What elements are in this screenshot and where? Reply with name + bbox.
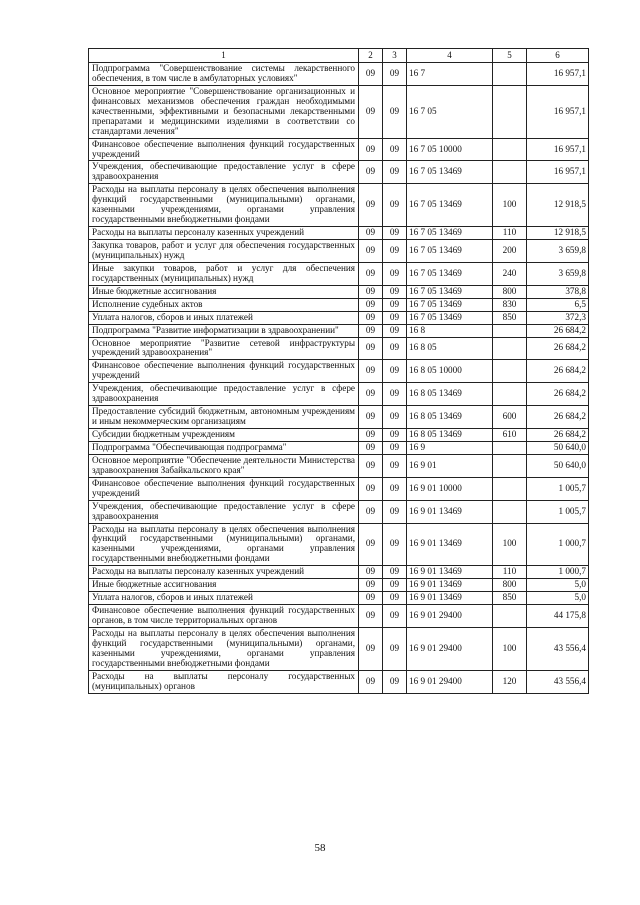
row-amount-cell: 44 175,8 bbox=[527, 605, 589, 628]
row-target-article-cell: 16 8 05 10000 bbox=[407, 360, 493, 383]
row-amount-cell: 16 957,1 bbox=[527, 63, 589, 86]
row-name-cell: Иные бюджетные ассигнования bbox=[89, 285, 359, 298]
table-row bbox=[89, 477, 589, 500]
table-row bbox=[89, 360, 589, 383]
row-amount-cell: 3 659,8 bbox=[527, 262, 589, 285]
row-section-cell: 09 bbox=[359, 161, 383, 184]
header-cell-6: 6 bbox=[527, 49, 589, 63]
row-section-cell: 09 bbox=[359, 566, 383, 579]
row-expense-type-cell: 100 bbox=[493, 523, 527, 566]
row-target-article-cell: 16 7 05 13469 bbox=[407, 285, 493, 298]
row-expense-type-cell bbox=[493, 324, 527, 337]
row-target-article-cell: 16 7 05 13469 bbox=[407, 227, 493, 240]
row-target-article-cell: 16 7 05 10000 bbox=[407, 138, 493, 161]
row-expense-type-cell: 850 bbox=[493, 592, 527, 605]
row-subsection-cell: 09 bbox=[383, 298, 407, 311]
row-section-cell: 09 bbox=[359, 605, 383, 628]
row-name-cell: Учреждения, обеспечивающие предоставление услуг в сфере здравоохранения bbox=[89, 500, 359, 523]
row-amount-cell: 1 000,7 bbox=[527, 523, 589, 566]
row-amount-cell: 378,8 bbox=[527, 285, 589, 298]
row-name-cell: Подпрограмма "Совершенствование системы лекарственного обеспечения, в том числе в амбулаторных условиях" bbox=[89, 63, 359, 86]
row-name-cell: Финансовое обеспечение выполнения функций государственных учреждений bbox=[89, 360, 359, 383]
row-amount-cell: 1 005,7 bbox=[527, 500, 589, 523]
row-name-cell: Иные закупки товаров, работ и услуг для обеспечения государственных (муниципальных) нужд bbox=[89, 262, 359, 285]
row-subsection-cell: 09 bbox=[383, 360, 407, 383]
row-section-cell: 09 bbox=[359, 477, 383, 500]
row-target-article-cell: 16 7 bbox=[407, 63, 493, 86]
row-subsection-cell: 09 bbox=[383, 63, 407, 86]
table-row bbox=[89, 523, 589, 566]
header-row bbox=[89, 49, 589, 63]
row-section-cell: 09 bbox=[359, 311, 383, 324]
row-subsection-cell: 09 bbox=[383, 337, 407, 360]
row-target-article-cell: 16 7 05 13469 bbox=[407, 298, 493, 311]
table-row bbox=[89, 161, 589, 184]
row-section-cell: 09 bbox=[359, 285, 383, 298]
table-row bbox=[89, 383, 589, 406]
row-expense-type-cell: 200 bbox=[493, 240, 527, 263]
table-row bbox=[89, 566, 589, 579]
row-subsection-cell: 09 bbox=[383, 441, 407, 454]
row-target-article-cell: 16 8 05 bbox=[407, 337, 493, 360]
row-name-cell: Расходы на выплаты персоналу в целях обеспечения выполнения функций государственными (муниципальными) органами, казенными учреждениями, органами управления государственными внебюджетными фондами bbox=[89, 627, 359, 670]
row-target-article-cell: 16 9 01 13469 bbox=[407, 500, 493, 523]
table-row bbox=[89, 579, 589, 592]
row-name-cell: Основное мероприятие "Совершенствование организационных и финансовых механизмов обеспечения граждан необходимыми качественными, эффективными и безопасными лекарственными препаратами и медицинскими изделиями в соответствии со стандартами лечения" bbox=[89, 85, 359, 138]
row-expense-type-cell: 100 bbox=[493, 184, 527, 227]
row-subsection-cell: 09 bbox=[383, 262, 407, 285]
row-name-cell: Уплата налогов, сборов и иных платежей bbox=[89, 311, 359, 324]
row-amount-cell: 43 556,4 bbox=[527, 670, 589, 693]
row-target-article-cell: 16 7 05 bbox=[407, 85, 493, 138]
row-target-article-cell: 16 7 05 13469 bbox=[407, 184, 493, 227]
row-amount-cell: 16 957,1 bbox=[527, 138, 589, 161]
row-amount-cell: 5,0 bbox=[527, 592, 589, 605]
row-amount-cell: 16 957,1 bbox=[527, 85, 589, 138]
row-subsection-cell: 09 bbox=[383, 429, 407, 442]
row-target-article-cell: 16 9 01 29400 bbox=[407, 605, 493, 628]
row-expense-type-cell bbox=[493, 605, 527, 628]
row-section-cell: 09 bbox=[359, 429, 383, 442]
row-section-cell: 09 bbox=[359, 383, 383, 406]
row-amount-cell: 26 684,2 bbox=[527, 406, 589, 429]
row-expense-type-cell bbox=[493, 85, 527, 138]
row-expense-type-cell: 800 bbox=[493, 579, 527, 592]
row-amount-cell: 372,3 bbox=[527, 311, 589, 324]
row-name-cell: Предоставление субсидий бюджетным, автономным учреждениям и иным некоммерческим организациям bbox=[89, 406, 359, 429]
row-target-article-cell: 16 8 05 13469 bbox=[407, 429, 493, 442]
row-subsection-cell: 09 bbox=[383, 605, 407, 628]
row-target-article-cell: 16 7 05 13469 bbox=[407, 240, 493, 263]
row-subsection-cell: 09 bbox=[383, 184, 407, 227]
row-target-article-cell: 16 9 bbox=[407, 441, 493, 454]
row-section-cell: 09 bbox=[359, 324, 383, 337]
row-section-cell: 09 bbox=[359, 454, 383, 477]
header-cell-1: 1 bbox=[89, 49, 359, 63]
row-name-cell: Субсидии бюджетным учреждениям bbox=[89, 429, 359, 442]
row-expense-type-cell: 800 bbox=[493, 285, 527, 298]
row-target-article-cell: 16 7 05 13469 bbox=[407, 161, 493, 184]
table-row bbox=[89, 592, 589, 605]
row-expense-type-cell bbox=[493, 161, 527, 184]
row-expense-type-cell: 110 bbox=[493, 227, 527, 240]
row-expense-type-cell bbox=[493, 500, 527, 523]
row-subsection-cell: 09 bbox=[383, 406, 407, 429]
row-expense-type-cell bbox=[493, 138, 527, 161]
table-row bbox=[89, 285, 589, 298]
row-expense-type-cell bbox=[493, 383, 527, 406]
table-row bbox=[89, 227, 589, 240]
row-amount-cell: 6,5 bbox=[527, 298, 589, 311]
row-name-cell: Учреждения, обеспечивающие предоставление услуг в сфере здравоохранения bbox=[89, 161, 359, 184]
table-row bbox=[89, 337, 589, 360]
row-amount-cell: 1 005,7 bbox=[527, 477, 589, 500]
row-section-cell: 09 bbox=[359, 627, 383, 670]
row-subsection-cell: 09 bbox=[383, 627, 407, 670]
row-expense-type-cell bbox=[493, 441, 527, 454]
row-amount-cell: 26 684,2 bbox=[527, 429, 589, 442]
row-expense-type-cell: 120 bbox=[493, 670, 527, 693]
row-section-cell: 09 bbox=[359, 579, 383, 592]
row-amount-cell: 12 918,5 bbox=[527, 184, 589, 227]
table-row bbox=[89, 406, 589, 429]
row-target-article-cell: 16 9 01 29400 bbox=[407, 670, 493, 693]
row-name-cell: Основное мероприятие "Обеспечение деятельности Министерства здравоохранения Забайкальского края" bbox=[89, 454, 359, 477]
row-amount-cell: 26 684,2 bbox=[527, 383, 589, 406]
row-section-cell: 09 bbox=[359, 298, 383, 311]
row-expense-type-cell: 240 bbox=[493, 262, 527, 285]
row-amount-cell: 26 684,2 bbox=[527, 324, 589, 337]
row-subsection-cell: 09 bbox=[383, 138, 407, 161]
table-row bbox=[89, 298, 589, 311]
row-expense-type-cell: 830 bbox=[493, 298, 527, 311]
row-section-cell: 09 bbox=[359, 500, 383, 523]
table-row bbox=[89, 138, 589, 161]
row-section-cell: 09 bbox=[359, 227, 383, 240]
budget-table bbox=[88, 48, 589, 694]
row-name-cell: Расходы на выплаты персоналу государственных (муниципальных) органов bbox=[89, 670, 359, 693]
row-amount-cell: 50 640,0 bbox=[527, 454, 589, 477]
row-section-cell: 09 bbox=[359, 262, 383, 285]
table-row bbox=[89, 627, 589, 670]
table-row bbox=[89, 454, 589, 477]
row-subsection-cell: 09 bbox=[383, 477, 407, 500]
row-expense-type-cell: 610 bbox=[493, 429, 527, 442]
table-row bbox=[89, 500, 589, 523]
row-section-cell: 09 bbox=[359, 360, 383, 383]
row-expense-type-cell: 110 bbox=[493, 566, 527, 579]
row-target-article-cell: 16 8 05 13469 bbox=[407, 383, 493, 406]
row-subsection-cell: 09 bbox=[383, 311, 407, 324]
table-row bbox=[89, 324, 589, 337]
row-name-cell: Расходы на выплаты персоналу казенных учреждений bbox=[89, 227, 359, 240]
row-section-cell: 09 bbox=[359, 184, 383, 227]
row-amount-cell: 12 918,5 bbox=[527, 227, 589, 240]
row-subsection-cell: 09 bbox=[383, 85, 407, 138]
row-subsection-cell: 09 bbox=[383, 579, 407, 592]
row-expense-type-cell: 100 bbox=[493, 627, 527, 670]
row-target-article-cell: 16 9 01 13469 bbox=[407, 592, 493, 605]
row-amount-cell: 43 556,4 bbox=[527, 627, 589, 670]
row-section-cell: 09 bbox=[359, 85, 383, 138]
row-target-article-cell: 16 9 01 13469 bbox=[407, 579, 493, 592]
row-name-cell: Закупка товаров, работ и услуг для обеспечения государственных (муниципальных) нужд bbox=[89, 240, 359, 263]
row-name-cell: Учреждения, обеспечивающие предоставление услуг в сфере здравоохранения bbox=[89, 383, 359, 406]
table-row bbox=[89, 441, 589, 454]
row-section-cell: 09 bbox=[359, 337, 383, 360]
row-target-article-cell: 16 7 05 13469 bbox=[407, 262, 493, 285]
row-name-cell: Расходы на выплаты персоналу казенных учреждений bbox=[89, 566, 359, 579]
row-section-cell: 09 bbox=[359, 240, 383, 263]
row-subsection-cell: 09 bbox=[383, 592, 407, 605]
row-subsection-cell: 09 bbox=[383, 324, 407, 337]
row-target-article-cell: 16 9 01 bbox=[407, 454, 493, 477]
table-row bbox=[89, 670, 589, 693]
row-section-cell: 09 bbox=[359, 63, 383, 86]
row-expense-type-cell bbox=[493, 454, 527, 477]
row-name-cell: Иные бюджетные ассигнования bbox=[89, 579, 359, 592]
row-amount-cell: 1 000,7 bbox=[527, 566, 589, 579]
row-amount-cell: 16 957,1 bbox=[527, 161, 589, 184]
table-row bbox=[89, 240, 589, 263]
row-amount-cell: 26 684,2 bbox=[527, 360, 589, 383]
page-number: 58 bbox=[314, 842, 326, 854]
row-subsection-cell: 09 bbox=[383, 454, 407, 477]
row-amount-cell: 3 659,8 bbox=[527, 240, 589, 263]
row-subsection-cell: 09 bbox=[383, 670, 407, 693]
row-expense-type-cell bbox=[493, 477, 527, 500]
table-row bbox=[89, 605, 589, 628]
row-amount-cell: 50 640,0 bbox=[527, 441, 589, 454]
row-name-cell: Финансовое обеспечение выполнения функций государственных учреждений bbox=[89, 477, 359, 500]
row-name-cell: Расходы на выплаты персоналу в целях обеспечения выполнения функций государственными (муниципальными) органами, казенными учреждениями, органами управления государственными внебюджетными фондами bbox=[89, 523, 359, 566]
row-section-cell: 09 bbox=[359, 138, 383, 161]
row-expense-type-cell bbox=[493, 360, 527, 383]
row-target-article-cell: 16 8 05 13469 bbox=[407, 406, 493, 429]
row-target-article-cell: 16 9 01 29400 bbox=[407, 627, 493, 670]
table-row bbox=[89, 429, 589, 442]
row-name-cell: Подпрограмма "Развитие информатизации в здравоохранении" bbox=[89, 324, 359, 337]
header-cell-2: 2 bbox=[359, 49, 383, 63]
row-name-cell: Исполнение судебных актов bbox=[89, 298, 359, 311]
row-target-article-cell: 16 9 01 10000 bbox=[407, 477, 493, 500]
row-expense-type-cell: 850 bbox=[493, 311, 527, 324]
table-row bbox=[89, 311, 589, 324]
row-subsection-cell: 09 bbox=[383, 285, 407, 298]
row-subsection-cell: 09 bbox=[383, 240, 407, 263]
row-expense-type-cell bbox=[493, 63, 527, 86]
row-target-article-cell: 16 8 bbox=[407, 324, 493, 337]
row-subsection-cell: 09 bbox=[383, 227, 407, 240]
header-cell-5: 5 bbox=[493, 49, 527, 63]
row-subsection-cell: 09 bbox=[383, 566, 407, 579]
row-subsection-cell: 09 bbox=[383, 500, 407, 523]
row-target-article-cell: 16 9 01 13469 bbox=[407, 566, 493, 579]
row-name-cell: Уплата налогов, сборов и иных платежей bbox=[89, 592, 359, 605]
row-section-cell: 09 bbox=[359, 523, 383, 566]
header-cell-3: 3 bbox=[383, 49, 407, 63]
row-name-cell: Подпрограмма "Обеспечивающая подпрограмма" bbox=[89, 441, 359, 454]
table-row bbox=[89, 63, 589, 86]
table-body bbox=[89, 49, 589, 694]
row-amount-cell: 5,0 bbox=[527, 579, 589, 592]
row-section-cell: 09 bbox=[359, 670, 383, 693]
row-expense-type-cell bbox=[493, 337, 527, 360]
row-section-cell: 09 bbox=[359, 441, 383, 454]
row-name-cell: Финансовое обеспечение выполнения функций государственных учреждений bbox=[89, 138, 359, 161]
row-section-cell: 09 bbox=[359, 592, 383, 605]
row-target-article-cell: 16 7 05 13469 bbox=[407, 311, 493, 324]
table-row bbox=[89, 85, 589, 138]
row-subsection-cell: 09 bbox=[383, 523, 407, 566]
row-subsection-cell: 09 bbox=[383, 383, 407, 406]
row-section-cell: 09 bbox=[359, 406, 383, 429]
row-expense-type-cell: 600 bbox=[493, 406, 527, 429]
table-row bbox=[89, 184, 589, 227]
row-amount-cell: 26 684,2 bbox=[527, 337, 589, 360]
row-name-cell: Финансовое обеспечение выполнения функций государственных органов, в том числе территориальных органов bbox=[89, 605, 359, 628]
row-name-cell: Расходы на выплаты персоналу в целях обеспечения выполнения функций государственными (муниципальными) органами, казенными учреждениями, органами управления государственными внебюджетными фондами bbox=[89, 184, 359, 227]
row-name-cell: Основное мероприятие "Развитие сетевой инфраструктуры учреждений здравоохранения" bbox=[89, 337, 359, 360]
row-target-article-cell: 16 9 01 13469 bbox=[407, 523, 493, 566]
table-row bbox=[89, 262, 589, 285]
header-cell-4: 4 bbox=[407, 49, 493, 63]
row-subsection-cell: 09 bbox=[383, 161, 407, 184]
